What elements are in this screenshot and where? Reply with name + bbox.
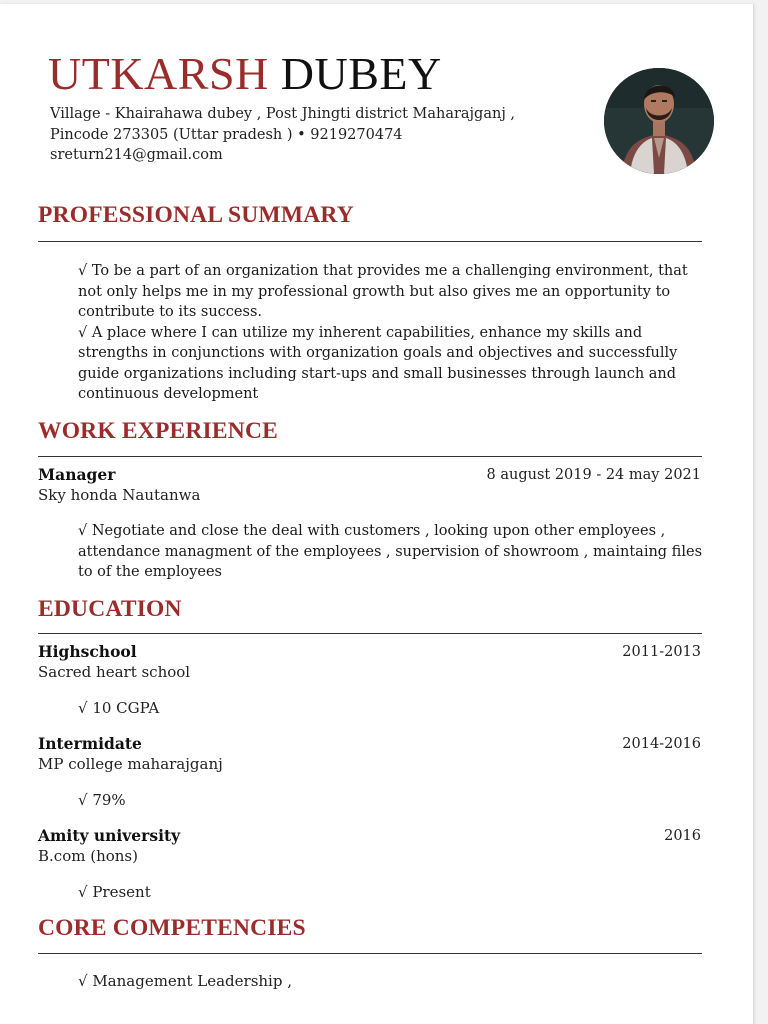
education-years: 2014-2016 (622, 736, 701, 752)
education-school: MP college maharajganj (38, 755, 223, 773)
summary-text (78, 261, 704, 405)
education-result: √ 10 CGPA (78, 699, 160, 717)
candidate-name (48, 46, 442, 102)
summary-point: √ To be a part of an organization that provides me a challenging environment, that not only helps me in my professional growth but also gives me an opportunity to contribute to its success. (78, 263, 688, 320)
company-name: Sky honda Nautanwa (38, 486, 201, 504)
competency-item: √ Management Leadership , (78, 972, 292, 990)
job-duties: √ Negotiate and close the deal with customers , looking upon other employees , attendance managment of the employees , supervision of showroom , maintaing files to of the employees (78, 523, 703, 580)
address-line-1: Village - Khairahawa dubey , Post Jhingti district Maharajganj , (50, 106, 516, 122)
section-title-education: EDUCATION (38, 596, 182, 622)
education-result: √ Present (78, 883, 151, 901)
section-title-work: WORK EXPERIENCE (38, 418, 278, 444)
education-degree: Highschool (38, 642, 137, 661)
first-name: UTKARSH (48, 48, 269, 99)
education-result: √ 79% (78, 791, 126, 809)
resume-page (0, 4, 754, 1024)
section-title-summary: PROFESSIONAL SUMMARY (38, 202, 354, 228)
last-name: DUBEY (280, 48, 442, 99)
job-dates: 8 august 2019 - 24 may 2021 (486, 467, 701, 483)
education-school: B.com (hons) (38, 847, 138, 865)
contact-block (50, 104, 590, 166)
section-divider (38, 953, 702, 954)
email-address: sreturn214@gmail.com (50, 147, 223, 163)
section-divider (38, 241, 702, 242)
section-title-competencies: CORE COMPETENCIES (38, 915, 306, 941)
education-degree: Intermidate (38, 734, 142, 753)
education-years: 2016 (664, 828, 701, 844)
education-degree: Amity university (38, 826, 181, 845)
education-years: 2011-2013 (622, 644, 701, 660)
education-school: Sacred heart school (38, 663, 191, 681)
section-divider (38, 456, 702, 457)
job-title: Manager (38, 465, 116, 484)
profile-photo (604, 68, 714, 174)
summary-point: √ A place where I can utilize my inherent capabilities, enhance my skills and strengths in conjunctions with organization goals and objectives and successfully guide organizations including start-ups and small businesses through launch and continuous development (78, 324, 678, 402)
person-photo-icon (604, 68, 714, 174)
address-line-2: Pincode 273305 (Uttar pradesh ) • 9219270474 (50, 126, 403, 143)
section-divider (38, 633, 702, 634)
